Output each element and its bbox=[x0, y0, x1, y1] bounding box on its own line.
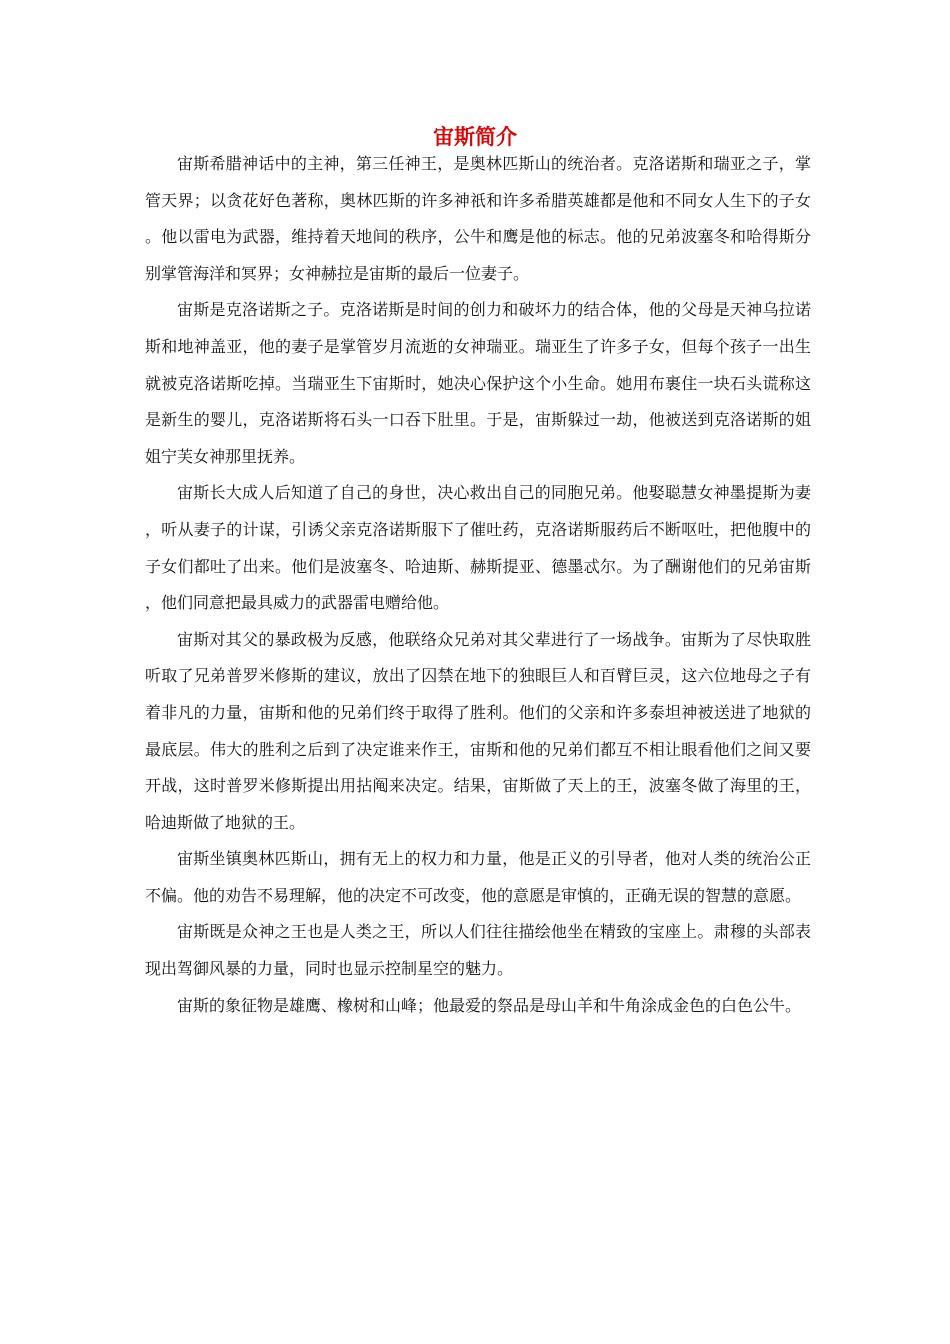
paragraph-intro: 宙斯希腊神话中的主神，第三任神王，是奥林匹斯山的统治者。克洛诺斯和瑞亚之子，掌管天界；以贪花好色著称，奥林匹斯的许多神祇和许多希腊英雄都是他和不同女人生下的子女。他以雷电为武器，维持着天地间的秩序，公牛和鹰是他的标志。他的兄弟波塞冬和哈得斯分别掌管海洋和冥界；女神赫拉是宙斯的最后一位妻子。 bbox=[145, 154, 811, 283]
paragraph-depiction: 宙斯既是众神之王也是人类之王，所以人们往往描绘他坐在精致的宝座上。肃穆的头部表现出驾御风暴的力量，同时也显示控制星空的魅力。 bbox=[145, 922, 811, 979]
paragraph-rescue-siblings: 宙斯长大成人后知道了自己的身世，决心救出自己的同胞兄弟。他娶聪慧女神墨提斯为妻，听从妻子的计谋，引诱父亲克洛诺斯服下了催吐药，克洛诺斯服药后不断呕吐，把他腹中的子女们都吐了出来。他们是波塞冬、哈迪斯、赫斯提亚、德墨忒尔。为了酬谢他们的兄弟宙斯，他们同意把最具威力的武器雷电赠给他。 bbox=[145, 483, 811, 613]
paragraph-rule: 宙斯坐镇奥林匹斯山，拥有无上的权力和力量，他是正义的引导者，他对人类的统治公正不偏。他的劝告不易理解，他的决定不可改变，他的意愿是审慎的，正确无误的智慧的意愿。 bbox=[145, 849, 811, 905]
paragraph-war: 宙斯对其父的暴政极为反感，他联络众兄弟对其父辈进行了一场战争。宙斯为了尽快取胜听取了兄弟普罗米修斯的建议，放出了囚禁在地下的独眼巨人和百臂巨灵，这六位地母之子有着非凡的力量，宙斯和他的兄弟们终于取得了胜利。他们的父亲和许多泰坦神被送进了地狱的最底层。伟大的胜利之后到了决定谁来作王，宙斯和他的兄弟们都互不相让眼看他们之间又要开战，这时普罗米修斯提出用拈阄来决定。结果，宙斯做了天上的王，波塞冬做了海里的王，哈迪斯做了地狱的王。 bbox=[145, 629, 811, 832]
document-title: 宙斯简介 bbox=[433, 125, 517, 149]
paragraph-birth: 宙斯是克洛诺斯之子。克洛诺斯是时间的创力和破坏力的结合体，他的父母是天神乌拉诺斯和地神盖亚，他的妻子是掌管岁月流逝的女神瑞亚。瑞亚生了许多子女，但每个孩子一出生就被克洛诺斯吃掉。当瑞亚生下宙斯时，她决心保护这个小生命。她用布裹住一块石头谎称这是新生的婴儿，克洛诺斯将石头一口吞下肚里。于是，宙斯躲过一劫，他被送到克洛诺斯的姐姐宁芙女神那里抚养。 bbox=[145, 300, 811, 466]
paragraph-symbols: 宙斯的象征物是雄鹰、橡树和山峰；他最爱的祭品是母山羊和牛角涂成金色的白色公牛。 bbox=[177, 995, 802, 1015]
document-body bbox=[145, 146, 811, 1024]
